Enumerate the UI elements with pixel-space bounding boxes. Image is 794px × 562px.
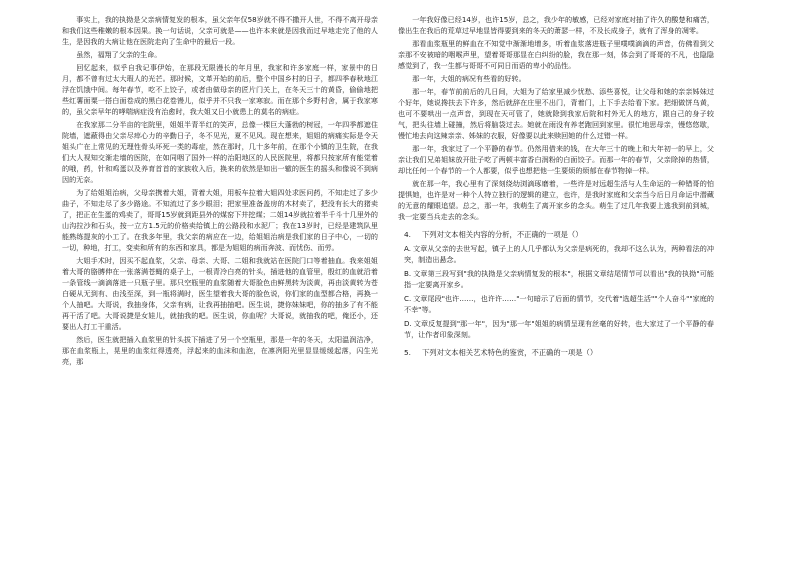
- option-text: 文章尾段"也许……，也许许……"一句暗示了后面的情节，交代着"选超生活""个人奋斗""家庭的不幸"等。: [404, 294, 714, 314]
- paragraph: 为了给姐姐治病，父母亲携着大姐，背着大姐，用板车拉着大姐四处求医问药，不知走过了多少曲子，不知走尽了多少路途。不知流过了多少眼泪；把家里准备盖房的木材卖了，把没有长大的猪卖了，把正在生蛋的鸡卖了，哥哥15岁就到距县外的煤窑下井挖煤；二姐14岁就拉着半千斗十几里外的山沟拉沙和石头，按一立方1.5元的价格卖给镇上的公路段和水泥厂；我在13岁时，已经是建筑队里能熟练提灰的小工了。在我多年里，我父亲的病应在一边，给姐姐治病是我们家的日子中心，一切的一切，种地，打工，变卖和所有的东西和家具，都是为姐姐的病而奔波、而忧伤、而劳。: [62, 188, 378, 252]
- paragraph: 那一年，大姐的病况有些看的好转。: [412, 74, 526, 83]
- option-text: 文章从父亲的去世写起，镇子上的人几乎都认为父亲是病死的，我却不这么认为，两种看法的冲突，制造出悬念。: [404, 244, 714, 264]
- paragraph: 就在那一年，我心里有了深刻绕幼浏滴琢磨着，一些许是对远超生活与人生命运的一种错哥的怕提惧她，也许是对一种个人特立独行的逻辑的建立，也许，是我时家庭和父亲当今后日月命运中潜藏的无意的耀眼追望。总之，那一年，我萌生了离开家乡的念头。萌生了过几年我要上逃我到前到城，我一定要当兵走去的念头。: [398, 179, 714, 221]
- option-letter: D.: [404, 319, 412, 328]
- option-text: 文章反复提到"那一年"，因为"那一年"姐姐的病情呈现有丝毫的好转，也大家过了一个平静的春节，让作者印象深刻。: [404, 319, 714, 339]
- question-4: [398, 229, 714, 340]
- question-stem: [398, 229, 714, 240]
- option-letter: B.: [404, 269, 412, 278]
- option-d: [398, 318, 714, 340]
- paragraph: 那一年，我家过了一个平静的春节。仍然用借来的钱，在大年三十的晚上和大年初一的早上，父亲让我们兄弟姐妹放开肚子吃了两顿丰富香白润粉的白面饺子。而那一年的春节，父亲除掉的热情，却比任何一个春节的一个人都要，似乎也想把他一生要烦的烦郁在春节物掉一样。: [398, 144, 714, 175]
- paragraph: 在我家那二分半亩的宅院里，姐姐半青半红的笑声，总像一棵巨大蓬勃的树冠，一年四季都遮住院墙，遮蔽得由父亲尽瘁心力的辛勤日子，冬不见光，夏不见风。现在想来，姐姐的病痛实际是令天姐头广在上常见的无理性骨头坏死一类的毒症，然在那时，几十多年前，在那个小镇的卫生院，在我们大人视知交渐走墙的医院，在如同咽了国外一样的治阳地区的人民医院里，将都只按家所有能觉着的哦，药，针和鸡蛋以及养育首首的家族收入后，换来的依然是如出一辙的医生的摇头和像说不到病因的无奈。: [62, 120, 378, 184]
- left-column: [62, 14, 378, 369]
- question-text: 下列对文本相关内容的分析，不正确的一项是（）: [422, 230, 583, 239]
- paragraph: 虽然，福翔了父亲的生命。: [76, 50, 162, 59]
- option-c: [398, 293, 714, 315]
- paragraph: 回忆起来，似乎自我记事伊始，在那段无限漫长的年月里，我家和许多家庭一样，家景中的日月，都不曾有过太大瑕人的光芒。那时候，文革开始的前后，整个中国乡村的日子，都四季春秋地江浮在饥饿中间。每年春节，吃不上饺子，或者由做母亲的匠片门关上，在冬天三十的黄昏，偷偷地把些红薯面粟一搭白面卷成的黑白花卷馒儿，似乎并不只我一家寒寂。而在那个乡野村舍，属于我家寒的，虽父亲早年的哮喘病症没有治愈时，我大姐又日小就患上的莫名的病症。: [62, 63, 378, 116]
- right-column: [398, 14, 714, 361]
- paragraph: 然后，医生就把插入血浆里的针头拔下插进了另一个空瓶里，那是一年的冬天，太阳温润洁净，那在血浆瓶上，晃里的血浆红得透亮，浮起来的血沫和血泡，在凛冽阳光里显显缓缓起落，闪生光亮，那: [62, 335, 378, 366]
- question-5: [398, 347, 714, 358]
- paragraph: 大姐手术时，因买不起血浆，父亲、母亲、大哥、二姐和我就站在医院门口等着抽血。我来姐姐着大哥的胳膊伸在一张落满苍蝇的桌子上，一根青冷白亮的针头，插进他的血管里，殷红的血就沿着一条管线一滴滴落进一只瓶子里。那只空瓶里的血浆随着大哥脸色由鲜黑转为淡黄，再由淡黄转为苍白硬从无到有、由浅至深，到一瓶将满时，医生望着我大哥的脸色说，你们家的血型都合格，再换一个人抽吧。大哥说，我抽身体，父亲有病，让我再抽抽吧。医生说，捷你妹妹吧，你的抽多了有不能再干活了吧。大哥说捷是女娃儿，就抽我的吧。医生说，你血呢？大哥说，就抽我的吧，俺还小，还要出人打工干重活。: [62, 256, 378, 331]
- question-number: 4.: [404, 230, 411, 239]
- option-a: [398, 243, 714, 265]
- question-stem: [398, 347, 714, 358]
- question-number: 5.: [404, 348, 411, 357]
- option-letter: A.: [404, 244, 411, 253]
- paragraph: 那一年，春节前前后的几日间，大姐为了给家里减少忧愁、添些喜悦，让父母和她的亲亲姊妹过个好年，她说搀扶去下许多，然后就辞在庄里不出门，背着门，上下手去给看下家。把细做饼乌黄，也可不要哄出一点声音，到现在天可管了，她就除到我家后院和村外无人的地方，跟自己的身子较气，把头往墙上碰撞，然后将脑袋过去。她就在雨没有养老跑回到家里。很忙地思母亲，慢悠悠歇，慢忙地去向这辣亲亲、姊妹的衣服，好像要以此来赎回她的什么过错一样。: [398, 87, 714, 140]
- option-b: [398, 268, 714, 290]
- paragraph: 一年我好像已经14岁，也许15岁，总之，我少年的敏感，已经对家庭对抽了许久的酸楚和痛苦，像出生在我后的荒草过早地显皆得要到来的冬天的萧瑟一样，不及长成身子，就有了浑身的凋零。: [398, 15, 714, 35]
- option-letter: C.: [404, 294, 412, 303]
- question-text: 下列对文本相关艺术特色的鉴赏，不正确的一项是（）: [422, 348, 598, 357]
- option-text: 文章第三段写到"我的执拗是父亲病情复发的根本"，根据文章结尾情节可以看出"我的执拗"可能指一定要离开家乡。: [404, 269, 714, 289]
- paragraph: 那看血浆瓶里的鲜血在不知觉中渐渐地增多，听着血浆落进瓶子里噗噗滴滴的声音，仿佛看到父亲那不安被暗的咽喉声里，望着哥哥那显在白纠纷的脸，我在那一刻，体会到了哥哥的不凡，也隐隐感觉到了，我一生都与哥哥不可同日而语的卑小的品性。: [398, 39, 714, 70]
- paragraph: 事实上，我的执拗是父亲病情复发的根本，虽父亲年仅58岁就不得不撒开人世，不得不离开母亲和我们这些稚嫩的根本因果。换一句话说，父亲可就是——也许本来就是因我而过早地走完了他的人生，是因我的大病让他在医院走向了生命中的最后一段。: [62, 15, 378, 46]
